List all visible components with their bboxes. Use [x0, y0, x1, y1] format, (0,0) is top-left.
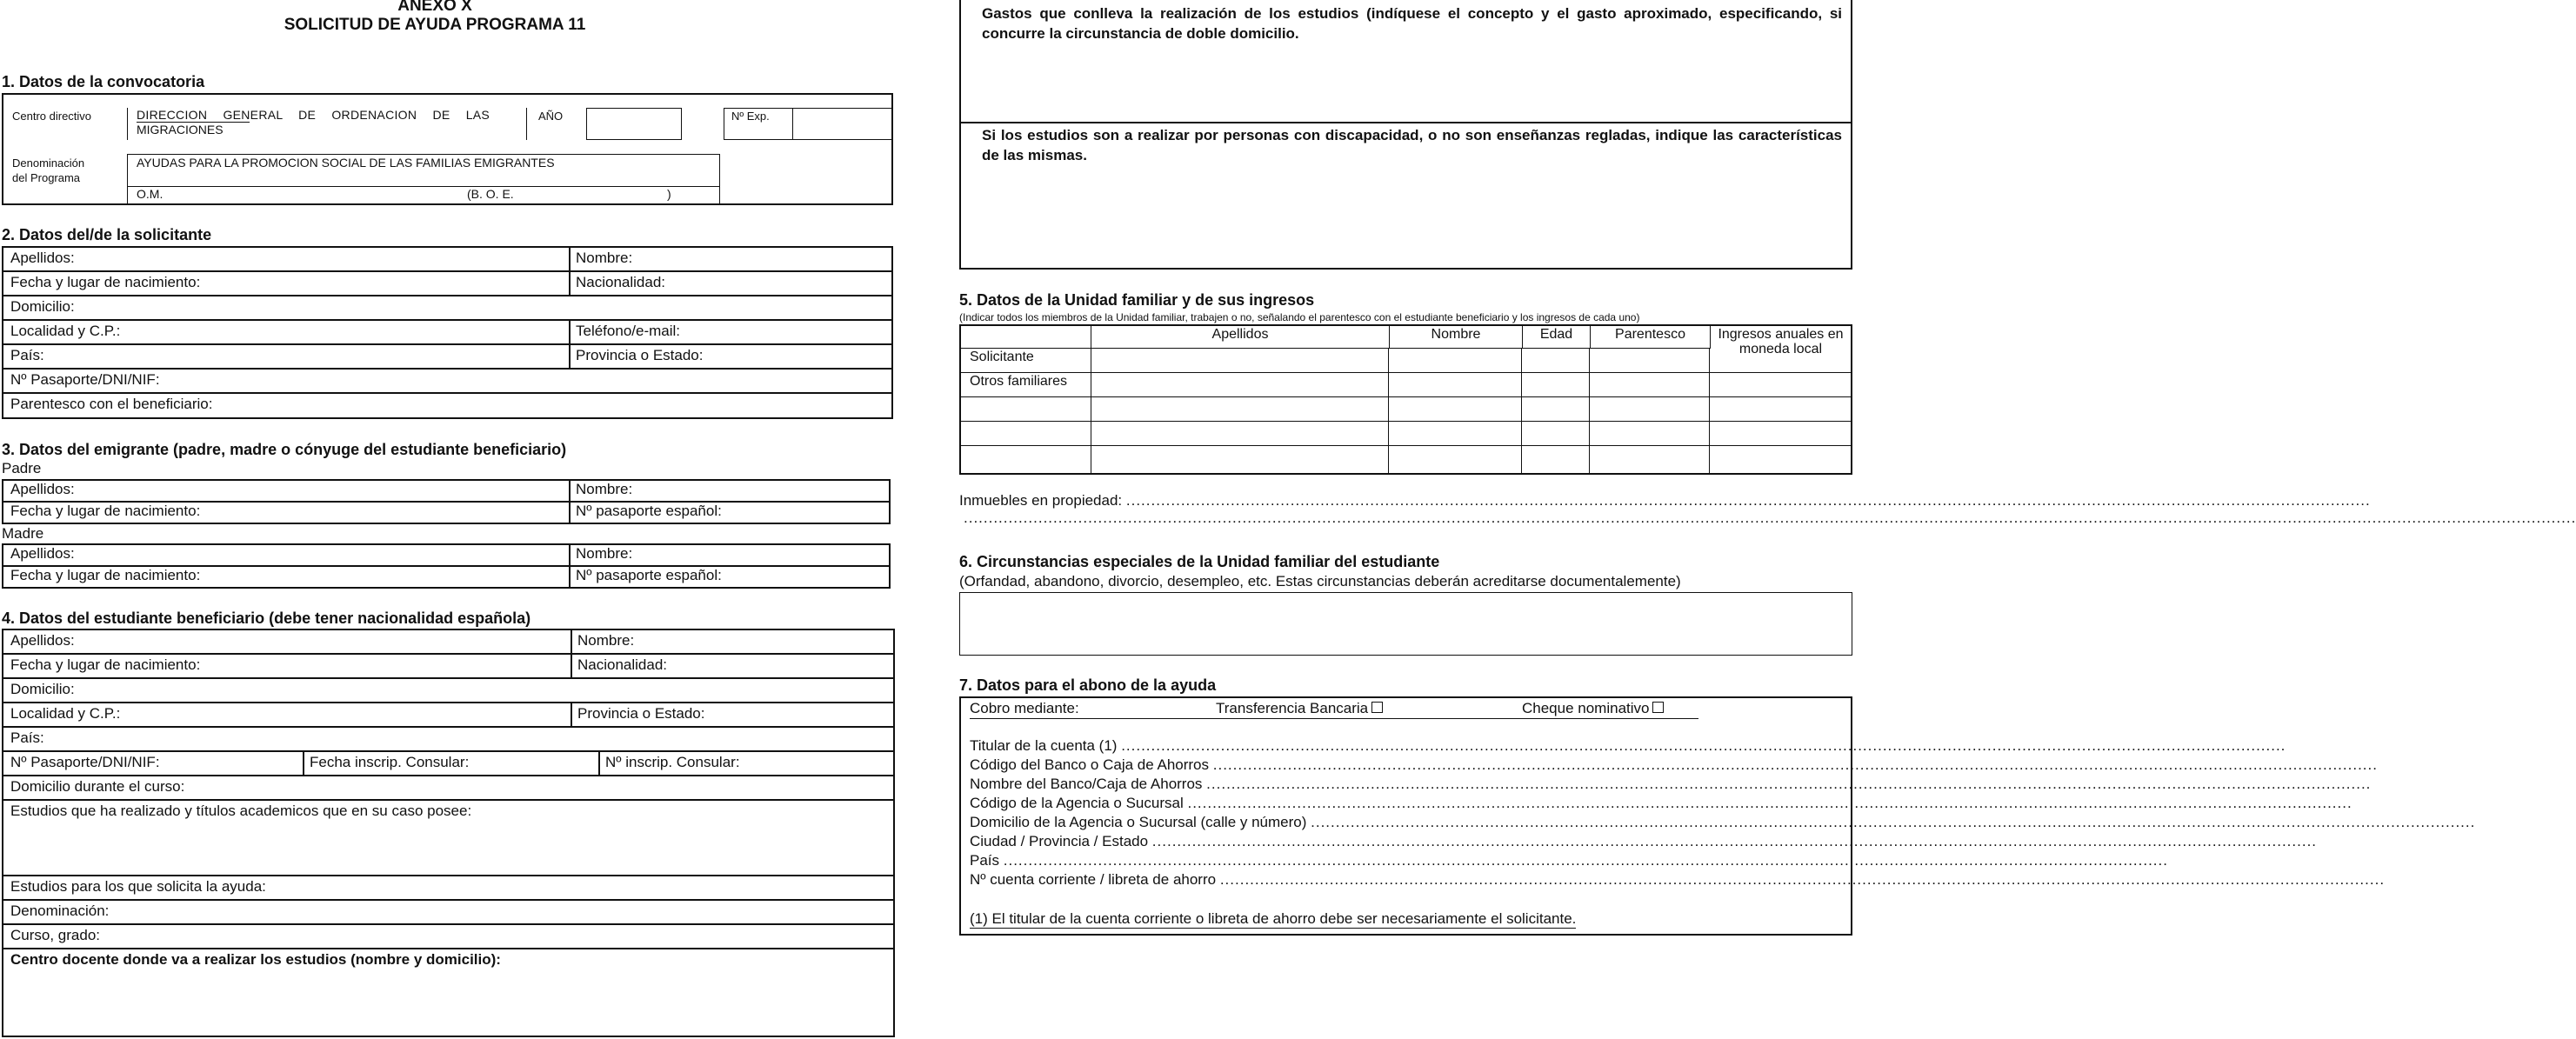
estudiante-box [2, 629, 895, 1037]
abono-line-4[interactable]: Domicilio de la Agencia o Sucursal (calle y número) .......................................................................................................................................................................................................................................... [970, 814, 2476, 830]
madre-fecha[interactable]: Fecha y lugar de nacimiento: [10, 567, 201, 583]
centro-directivo-value-2: MIGRACIONES [137, 122, 250, 137]
abono-line-6[interactable]: País .......................................................................................................................................................................................................................................... [970, 852, 2168, 869]
abono-line-0[interactable]: Titular de la cuenta (1) .......................................................................................................................................................................................................................................... [970, 737, 2286, 754]
estudiante-centro-docente[interactable]: Centro docente donde va a realizar los estudios (nombre y domicilio): [10, 951, 501, 968]
section-2-title: 2. Datos del/de la solicitante [2, 226, 212, 243]
madre-label: Madre [2, 525, 44, 542]
om-label: O.M. [137, 187, 164, 201]
familia-grid[interactable] [1091, 349, 1851, 473]
abono-line-3[interactable]: Código de la Agencia o Sucursal .......................................................................................................................................................................................................................................... [970, 795, 2352, 811]
abono-footnote: (1) El titular de la cuenta corriente o libreta de ahorro debe ser necesariamente el solicitante. [970, 910, 1577, 927]
estudiante-pasaporte[interactable]: Nº Pasaporte/DNI/NIF: [10, 754, 160, 770]
familia-header-nombre: Nombre [1390, 326, 1523, 349]
abono-line-4-label: Domicilio de la Agencia o Sucursal (calle y número) [970, 814, 1307, 830]
boe-label: (B. O. E. [467, 187, 514, 201]
denominacion-label [12, 156, 84, 185]
abono-line-7[interactable]: Nº cuenta corriente / libreta de ahorro .......................................................................................................................................................................................................................................... [970, 871, 2386, 888]
cheque-option[interactable] [1522, 700, 1664, 717]
estudiante-row-3 [3, 679, 893, 703]
estudiante-estudios-solicita[interactable]: Estudios para los que solicita la ayuda: [10, 878, 266, 895]
familia-header-ingresos: Ingresos anuales en moneda local [1718, 327, 1844, 356]
section-1-title: 1. Datos de la convocatoria [2, 73, 205, 90]
estudiante-row-7 [3, 776, 893, 801]
inmuebles-label: Inmuebles en propiedad: [959, 492, 1123, 509]
circunstancias-field[interactable] [959, 592, 1852, 656]
cobro-row [970, 700, 1698, 719]
madre-apellidos[interactable]: Apellidos: [10, 545, 75, 562]
section-7-title: 7. Datos para el abono de la ayuda [959, 676, 1217, 694]
solicitante-pais[interactable]: País: [10, 347, 44, 363]
annex-label: ANEXO X [397, 0, 472, 15]
nexp-field[interactable] [724, 108, 893, 140]
abono-line-5[interactable]: Ciudad / Provincia / Estado .......................................................................................................................................................................................................................................... [970, 833, 2318, 849]
estudiante-row-1 [3, 630, 893, 655]
section-5-note: (Indicar todos los miembros de la Unidad familiar, trabajen o no, señalando el parentesco con el estudiante beneficiario y los ingresos de cada uno) [959, 311, 1640, 323]
centro-directivo-value-1: DIRECCION GENERAL DE ORDENACION DE LAS [137, 108, 491, 122]
madre-nombre[interactable]: Nombre: [576, 545, 633, 562]
estudiante-row-6 [3, 752, 893, 776]
abono-box [959, 696, 2476, 936]
cheque-checkbox[interactable] [1652, 702, 1664, 713]
solicitante-row-1 [3, 248, 891, 272]
familia-row-label-4 [961, 446, 1091, 473]
abono-line-1[interactable]: Código del Banco o Caja de Ahorros .......................................................................................................................................................................................................................................... [970, 756, 2378, 773]
section-6-note: (Orfandad, abandono, divorcio, desempleo, etc. Estas circunstancias deberán acreditarse documentalemente) [959, 573, 1681, 589]
solicitante-telefono[interactable]: Teléfono/e-mail: [576, 323, 681, 339]
abono-line-6-label: País [970, 852, 1000, 869]
solicitante-provincia[interactable]: Provincia o Estado: [576, 347, 704, 363]
padre-row-1 [3, 481, 889, 503]
boe-close: ) [667, 187, 671, 201]
centro-directivo-label: Centro directivo [12, 110, 92, 123]
anio-label: AÑO [538, 110, 564, 123]
solicitante-nacionalidad[interactable]: Nacionalidad: [576, 274, 666, 290]
abono-line-7-label: Nº cuenta corriente / libreta de ahorro [970, 871, 1217, 888]
abono-line-0-label: Titular de la cuenta (1) [970, 737, 1118, 754]
familia-header-edad: Edad [1523, 326, 1591, 349]
madre-box [2, 543, 891, 589]
section-5-title: 5. Datos de la Unidad familiar y de sus ingresos [959, 291, 1315, 309]
abono-line-5-label: Ciudad / Provincia / Estado [970, 833, 1149, 849]
solicitante-row-2 [3, 272, 891, 296]
gastos-box [959, 0, 1852, 270]
section-3-title: 3. Datos del emigrante (padre, madre o cónyuge del estudiante beneficiario) [2, 441, 567, 458]
estudiante-localidad[interactable]: Localidad y C.P.: [10, 705, 121, 722]
solicitante-row-7 [3, 394, 891, 419]
estudiante-row-5 [3, 728, 893, 752]
inmuebles-dots-line: .................................................................................................................................................................................................................................................................................................................................... [964, 510, 2576, 526]
transferencia-label: Transferencia Bancaria [1216, 700, 1369, 716]
familia-row-label-0: Solicitante [961, 349, 1091, 373]
solicitante-row-6 [3, 370, 891, 394]
padre-apellidos[interactable]: Apellidos: [10, 481, 75, 497]
discapacidad-field[interactable]: Si los estudios son a realizar por personas con discapacidad, o no son enseñanzas regladas, indique las características de las mismas. [982, 127, 1842, 163]
estudiante-estudios-realizados[interactable]: Estudios que ha realizado y títulos academicos que en su caso posee: [10, 803, 472, 819]
solicitante-parentesco[interactable]: Parentesco con el beneficiario: [10, 396, 213, 412]
estudiante-row-11 [3, 925, 893, 949]
estudiante-row-4 [3, 703, 893, 728]
abono-line-2[interactable]: Nombre del Banco/Caja de Ahorros .......................................................................................................................................................................................................................................... [970, 776, 2372, 792]
estudiante-fecha-consular[interactable]: Fecha inscrip. Consular: [310, 754, 470, 770]
estudiante-row-10 [3, 901, 893, 925]
familia-table [959, 324, 1852, 475]
section-4-title: 4. Datos del estudiante beneficiario (debe tener nacionalidad española) [2, 609, 531, 627]
familia-header-apellidos: Apellidos [1091, 326, 1390, 349]
cheque-label: Cheque nominativo [1522, 700, 1650, 716]
estudiante-fecha[interactable]: Fecha y lugar de nacimiento: [10, 656, 201, 673]
padre-box [2, 479, 891, 524]
estudiante-row-12 [3, 949, 893, 1036]
solicitante-row-4 [3, 321, 891, 345]
estudiante-row-9 [3, 876, 893, 901]
estudiante-domicilio[interactable]: Domicilio: [10, 681, 75, 697]
anio-field[interactable] [586, 108, 682, 140]
convocatoria-box [2, 93, 893, 205]
transferencia-checkbox[interactable] [1371, 702, 1383, 713]
familia-header-blank [961, 326, 1091, 349]
solicitante-pasaporte[interactable]: Nº Pasaporte/DNI/NIF: [10, 371, 160, 388]
denominacion-label-1: Denominación [12, 157, 85, 170]
estudiante-curso[interactable]: Curso, grado: [10, 927, 100, 943]
padre-row-2 [3, 503, 889, 524]
estudiante-row-2 [3, 655, 893, 679]
estudiante-row-8 [3, 801, 893, 876]
nexp-label: Nº Exp. [731, 110, 770, 123]
abono-line-2-label: Nombre del Banco/Caja de Ahorros [970, 776, 1203, 792]
abono-line-1-label: Código del Banco o Caja de Ahorros [970, 756, 1210, 773]
solicitante-row-3 [3, 296, 891, 321]
padre-nombre[interactable]: Nombre: [576, 481, 633, 497]
form-title: SOLICITUD DE AYUDA PROGRAMA 11 [284, 16, 586, 34]
estudiante-domicilio-curso[interactable]: Domicilio durante el curso: [10, 778, 185, 795]
madre-row-1 [3, 545, 889, 567]
cobro-label: Cobro mediante: [970, 700, 1079, 716]
denominacion-label-2: del Programa [12, 171, 81, 184]
familia-row-label-2 [961, 397, 1091, 422]
solicitante-domicilio[interactable]: Domicilio: [10, 298, 75, 315]
solicitante-nombre[interactable]: Nombre: [576, 250, 633, 266]
estudiante-denominacion[interactable]: Denominación: [10, 902, 110, 919]
padre-label: Padre [2, 460, 42, 476]
familia-row-label-1: Otros familiares [961, 373, 1091, 397]
solicitante-box [2, 246, 893, 419]
solicitante-apellidos[interactable]: Apellidos: [10, 250, 75, 266]
abono-line-3-label: Código de la Agencia o Sucursal [970, 795, 1184, 811]
section-6-title: 6. Circunstancias especiales de la Unidad familiar del estudiante [959, 553, 1440, 570]
denominacion-field[interactable] [127, 154, 720, 205]
madre-row-2 [3, 567, 889, 589]
padre-pasaporte[interactable]: Nº pasaporte español: [576, 503, 722, 519]
solicitante-localidad[interactable]: Localidad y C.P.: [10, 323, 121, 339]
transferencia-option[interactable] [1216, 700, 1383, 717]
estudiante-nacionalidad[interactable]: Nacionalidad: [577, 656, 668, 673]
familia-row-label-3 [961, 422, 1091, 446]
madre-pasaporte[interactable]: Nº pasaporte español: [576, 567, 722, 583]
estudiante-apellidos[interactable]: Apellidos: [10, 632, 75, 649]
estudiante-nombre[interactable]: Nombre: [577, 632, 635, 649]
estudiante-provincia[interactable]: Provincia o Estado: [577, 705, 705, 722]
denominacion-value: AYUDAS PARA LA PROMOCION SOCIAL DE LAS FAMILIAS EMIGRANTES [137, 156, 555, 170]
inmuebles-field[interactable]: Inmuebles en propiedad: .......................................................................................................................................................................................................................................................... [959, 492, 2371, 509]
solicitante-fecha[interactable]: Fecha y lugar de nacimiento: [10, 274, 201, 290]
padre-fecha[interactable]: Fecha y lugar de nacimiento: [10, 503, 201, 519]
familia-header-parentesco: Parentesco [1591, 326, 1711, 349]
estudiante-pais[interactable]: País: [10, 729, 44, 746]
centro-directivo-field[interactable] [127, 108, 527, 140]
solicitante-row-5 [3, 345, 891, 370]
gastos-field[interactable]: Gastos que conlleva la realización de los estudios (indíquese el concepto y el gasto aproximado, especificando, si concurre la circunstancia de doble domicilio. [982, 5, 1842, 42]
estudiante-n-consular[interactable]: Nº inscrip. Consular: [605, 754, 740, 770]
